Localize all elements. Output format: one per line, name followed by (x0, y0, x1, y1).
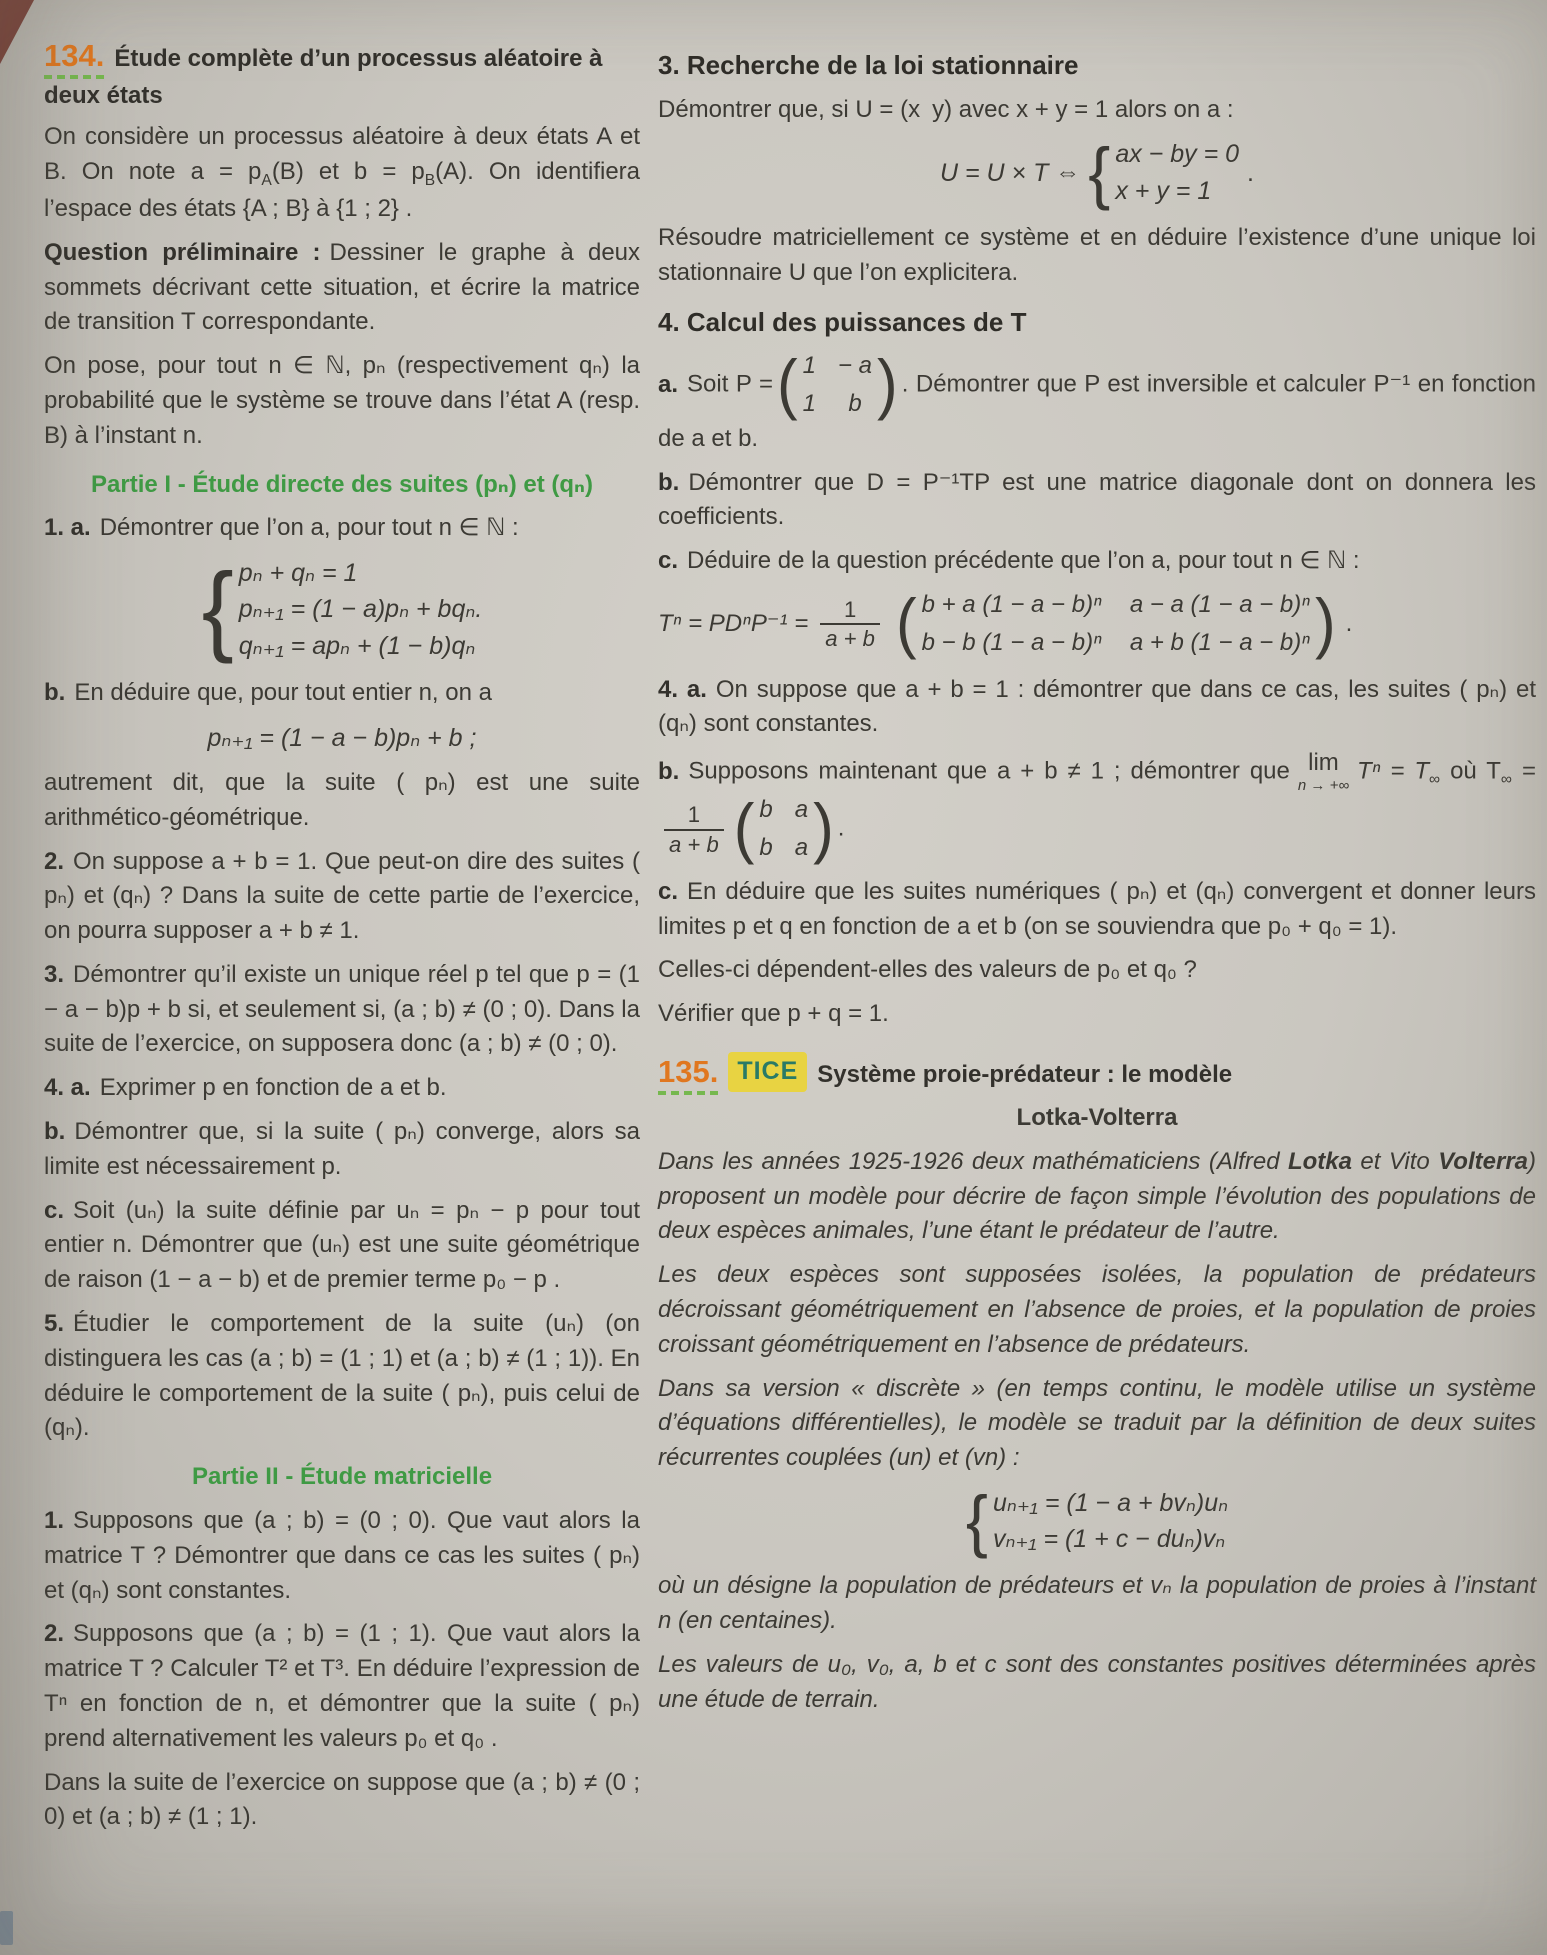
paragraph-text: On suppose que a + b = 1 : démontrer que dans ce cas, les suites ( pₙ) et (qₙ) sont constantes. (658, 675, 1536, 738)
exercise-title-line2 (658, 1101, 1536, 1136)
paragraph-text: Supposons que (a ; b) = (0 ; 0). Que vaut alors la matrice T ? Démontrer que dans ce cas les suites ( pₙ) et (qₙ) sont constantes. (44, 1507, 640, 1604)
section4-item-4c-line3 (658, 997, 1536, 1032)
ex135-paragraph-5 (658, 1648, 1536, 1718)
exercise-134-column (44, 34, 640, 1844)
matrix-cells (754, 793, 813, 866)
question-label: 1. a. (44, 514, 91, 542)
ex135-paragraph-3 (658, 1372, 1536, 1476)
question-label: 4. a. (658, 675, 707, 703)
system-lines (1115, 136, 1239, 209)
question-label: 2. (44, 1620, 65, 1648)
paragraph-text: On pose, pour tout n ∈ ℕ, pₙ (respectivement qₙ) la probabilité que le système se trouve dans l’état A (resp. B) à l’instant n. (44, 352, 640, 449)
matrix-Tn (896, 588, 1336, 661)
paragraph-text: autrement dit, que la suite ( pₙ) est une suite arithmético-géométrique. (44, 768, 640, 831)
ex134-q2 (44, 845, 640, 949)
left-paren: ( (733, 791, 755, 866)
matrix-cells (798, 349, 877, 422)
limit-operator (1298, 751, 1349, 793)
equation-period: . (1247, 158, 1254, 187)
system-line: x + y = 1 (1115, 176, 1212, 205)
system-lines (239, 555, 483, 664)
paragraph-text: Démontrer que l’on a, pour tout n ∈ ℕ : (99, 514, 519, 542)
lim-subscript: n → +∞ (1297, 777, 1350, 795)
paragraph-text: Les deux espèces sont supposées isolées, la population de prédateurs décroissant géométriquement en l’absence de proies, et la population de proies croissant géométriquement en l’absence de prédateurs. (658, 1261, 1536, 1358)
ex134-q1a (44, 511, 640, 546)
equation-period: . (837, 814, 845, 842)
equation-system (1088, 133, 1240, 211)
ex134-q1b-suite (44, 766, 640, 836)
question-label: 4. a. (44, 1074, 91, 1102)
stationary-equation (658, 133, 1536, 211)
section4-item-c (658, 544, 1536, 579)
paragraph-text: Déduire de la question précédente que l’on a, pour tout n ∈ ℕ : (687, 547, 1360, 575)
question-label: 1. (44, 1507, 65, 1535)
matrix-T-infinity (734, 793, 834, 866)
ex135-paragraph-2 (658, 1258, 1536, 1362)
question-label: Question préliminaire : (44, 238, 321, 266)
exercise-number: 135. (658, 1054, 718, 1095)
paragraph-text: On considère un processus aléatoire à deux états A et B. On note a = p (44, 122, 640, 185)
paragraph-text: Démontrer qu’il existe un unique réel p tel que p = (1 − a − b)p + b si, et seulement si, (a ; b) ≠ (0 ; 0). Dans la suite de l’exercice, on supposera donc (a ; b) ≠ (0 ; 0). (44, 960, 640, 1058)
question-label: c. (44, 1196, 65, 1224)
paragraph-text: et Vito (1360, 1147, 1430, 1175)
fraction-denominator: a + b (820, 623, 880, 653)
left-paren: ( (776, 347, 798, 422)
matrix-cell: b (759, 796, 773, 824)
equation-text: = (1521, 757, 1536, 785)
matrix-cell: a − a (1 − a − b)ⁿ (1129, 591, 1311, 619)
paragraph-text: (A). On identifiera l’espace des états {A ; B} à {1 ; 2} . (44, 157, 641, 222)
tice-badge: TICE (728, 1052, 807, 1092)
matrix-cell: a (794, 796, 809, 824)
section4-item-4a (658, 673, 1536, 743)
question-label: b. (658, 757, 680, 785)
exercise-134-header (44, 34, 640, 114)
system-line: pₙ₊₁ = (1 − a)pₙ + bqₙ. (238, 595, 483, 624)
question-label: c. (658, 547, 679, 575)
equation-period: . (1345, 609, 1353, 637)
matrix-cell: b (759, 834, 773, 862)
paragraph-text: Dessiner le graphe à deux sommets décrivant cette situation, et écrire la matrice de transition T correspondante. (44, 238, 641, 336)
ex134-q5 (44, 1307, 640, 1446)
question-label: b. (658, 468, 680, 496)
matrix-cell: 1 (802, 352, 816, 380)
question-label: b. (44, 1118, 66, 1146)
matrix-cell: − a (838, 352, 873, 380)
equation-text: Tⁿ = T (1357, 757, 1429, 785)
ex134-q3 (44, 958, 640, 1062)
ex134-q4a (44, 1071, 640, 1106)
fraction (820, 596, 880, 653)
right-column (658, 34, 1536, 1727)
system-brace: { (201, 553, 234, 665)
system-line: pₙ + qₙ = 1 (238, 559, 358, 588)
section-3-heading: 3. Recherche de la loi stationnaire (658, 50, 1079, 80)
system-line: uₙ₊₁ = (1 − a + bvₙ)uₙ (992, 1488, 1229, 1517)
ex134-m1 (44, 1504, 640, 1608)
paragraph-text: Exprimer p en fonction de a et b. (99, 1074, 447, 1102)
question-label: b. (44, 678, 66, 706)
exercise-number: 134. (44, 38, 104, 79)
system-lines (993, 1485, 1228, 1558)
ex134-q4c (44, 1194, 640, 1298)
right-paren: ) (1315, 586, 1336, 661)
paragraph-text: Démontrer que, si U = (x y) avec x + y = 1 alors on a : (658, 95, 1234, 123)
section3-after (658, 221, 1536, 291)
page-corner-shadow (0, 0, 34, 64)
system-line: vₙ₊₁ = (1 + c − duₙ)vₙ (992, 1525, 1226, 1554)
matrix-cell: b (848, 390, 862, 418)
equation-text: où T (1450, 757, 1501, 785)
paragraph-text: Supposons maintenant que a + b ≠ 1 ; démontrer que (688, 757, 1290, 785)
paragraph-text: On suppose a + b = 1. Que peut-on dire des suites ( pₙ) et (qₙ) ? Dans la suite de cette partie de l’exercice, on pourra supposer a + b ≠ 1. (44, 847, 640, 945)
paragraph-text: (B) et b = p (271, 157, 425, 185)
matrix-cell: b − b (1 − a − b)ⁿ (921, 628, 1102, 656)
paragraph-text: Vérifier que p + q = 1. (658, 1000, 889, 1028)
question-label: 2. (44, 847, 65, 875)
equation-lhs: U = U × T ⇔ (939, 158, 1081, 187)
paragraph-text: Soit (uₙ) la suite définie par uₙ = pₙ − p pour tout entier n. Démontrer que (uₙ) est une suite géométrique de raison (1 − a − b) et de premier terme p₀ − p . (44, 1196, 640, 1294)
equation-arithmetico: pₙ₊₁ = (1 − a − b)pₙ + b ; (207, 723, 477, 752)
question-label: 3. (44, 960, 65, 988)
matrix-cell: 1 (802, 390, 816, 418)
section4-item-a (658, 349, 1536, 456)
fraction (664, 801, 724, 858)
matrix-cells (917, 588, 1315, 661)
left-paren: ( (895, 586, 917, 661)
right-paren: ) (877, 347, 898, 422)
section4-item-4c (658, 875, 1536, 945)
paragraph-text: Démontrer que D = P⁻¹TP est une matrice diagonale dont on donnera les coefficients. (658, 468, 1536, 531)
system-line: ax − by = 0 (1115, 140, 1240, 169)
paragraph-text: Les valeurs de u₀, v₀, a, b et c sont des constantes positives déterminées après une étude de terrain. (658, 1651, 1536, 1713)
question-label: 5. (44, 1310, 65, 1338)
paragraph-text: Étudier le comportement de la suite (uₙ) (on distinguera les cas (a ; b) = (1 ; 1) et (a ; b) ≠ (1 ; 1)). En déduire le comportement de la suite ( pₙ), puis celui de (qₙ). (44, 1310, 640, 1442)
paragraph-text: ) proposent un modèle pour décrire de façon simple l’évolution des populations de deux espèces animales, l’une étant le prédateur de l’autre. (658, 1147, 1536, 1245)
lotka-volterra-system (658, 1481, 1536, 1559)
name-lotka: Lotka (1287, 1147, 1352, 1175)
page-edge-mark (0, 1911, 13, 1945)
section3-intro (658, 93, 1536, 128)
paragraph-text: Dans les années 1925-1926 deux mathématiciens (Alfred (658, 1147, 1280, 1175)
paragraph-text: En déduire que les suites numériques ( pₙ) et (qₙ) convergent et donner leurs limites p et q en fonction de a et b (on se souviendra que p₀ + q₀ = 1). (658, 877, 1536, 940)
equation-lhs: Tⁿ = PDⁿP⁻¹ = (658, 609, 809, 637)
fraction-numerator: 1 (687, 801, 700, 827)
section4-item-4b (658, 751, 1536, 866)
paragraph-text: Résoudre matriciellement ce système et en déduire l’existence d’une unique loi stationnaire U que l’on explicitera. (658, 223, 1536, 286)
ex134-question-preliminaire (44, 236, 640, 340)
paragraph-text: Celles-ci dépendent-elles des valeurs de p₀ et q₀ ? (658, 956, 1197, 984)
fraction-numerator: 1 (843, 596, 857, 622)
part2-heading: Partie II - Étude matricielle (191, 1463, 493, 1491)
exercise-title: Système proie-prédateur : le modèle (817, 1061, 1233, 1089)
ex134-m3 (44, 1766, 640, 1836)
infinity-subscript: ∞ (1500, 771, 1513, 789)
paragraph-text: En déduire que, pour tout entier n, on a (74, 678, 492, 706)
equation-system (965, 1481, 1229, 1559)
lim-word: lim (1308, 749, 1339, 777)
ex135-paragraph-4 (658, 1569, 1536, 1639)
ex134-m2 (44, 1617, 640, 1756)
ex134-q1b (44, 676, 640, 711)
matrix-cell: a (794, 834, 809, 862)
paragraph-text: Dans la suite de l’exercice on suppose que (a ; b) ≠ (0 ; 0) et (a ; b) ≠ (1 ; 1). (44, 1768, 640, 1831)
subscript-B: B (424, 171, 436, 189)
exercise-title: Étude complète d’un processus aléatoire à deux états (44, 45, 603, 109)
paragraph-text: Démontrer que, si la suite ( pₙ) converge, alors sa limite est nécessairement p. (44, 1118, 640, 1180)
system-line: qₙ₊₁ = apₙ + (1 − b)qₙ (238, 631, 476, 660)
matrix-P (777, 349, 898, 422)
ex134-q4b (44, 1115, 640, 1185)
paragraph-text: où un désigne la population de prédateurs et vₙ la population de proies à l’instant n (en centaines). (658, 1572, 1536, 1635)
tn-equation (658, 588, 1536, 661)
exercise-135-header (658, 1050, 1536, 1095)
title-text: Lotka-Volterra (1016, 1103, 1178, 1131)
name-volterra: Volterra (1438, 1147, 1528, 1175)
part1-heading: Partie I - Étude directe des suites (pₙ) et (qₙ) (91, 470, 593, 498)
system-brace: { (1088, 133, 1111, 211)
section4-item-b (658, 466, 1536, 536)
infinity-subscript: ∞ (1429, 771, 1441, 789)
paragraph-text: Soit P = (687, 370, 773, 398)
section4-item-4c-line2 (658, 953, 1536, 988)
subscript-A: A (261, 171, 272, 189)
fraction-denominator: a + b (664, 829, 724, 859)
ex135-intro (658, 1145, 1536, 1249)
system-brace: { (965, 1481, 988, 1559)
paragraph-text: . Démontrer que P est inversible et calculer P⁻¹ en fonction de a et b. (658, 370, 1536, 452)
system-1a (44, 555, 640, 664)
question-label: c. (658, 877, 679, 905)
matrix-cell: a + b (1 − a − b)ⁿ (1129, 628, 1311, 656)
paragraph-text: Supposons que (a ; b) = (1 ; 1). Que vaut alors la matrice T ? Calculer T² et T³. En déduire l’expression de Tⁿ en fonction de n, et démontrer que la suite ( pₙ) prend alternativement les valeurs p₀ et q₀ . (44, 1620, 640, 1752)
matrix-cell: b + a (1 − a − b)ⁿ (921, 591, 1102, 619)
question-label: a. (658, 370, 679, 398)
paragraph-text: Dans sa version « discrète » (en temps continu, le modèle utilise un système d’équations différentielles), le modèle se traduit par la définition de deux suites récurrentes couplées (un) et (vn) : (658, 1374, 1536, 1472)
equation-system (202, 555, 483, 664)
section-4-heading: 4. Calcul des puissances de T (658, 306, 1027, 337)
ex134-intro (44, 120, 640, 227)
ex134-pose (44, 349, 640, 453)
right-paren: ) (813, 791, 834, 866)
